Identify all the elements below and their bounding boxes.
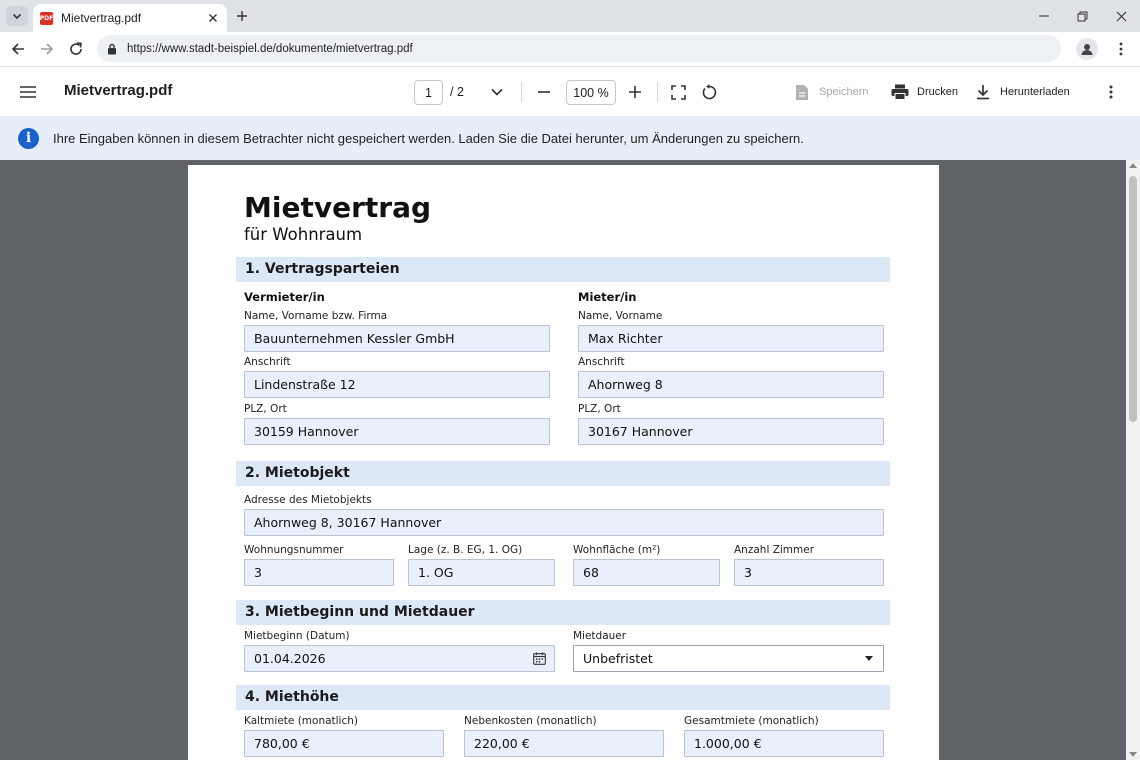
- base-rent-field[interactable]: [244, 730, 444, 757]
- pdf-toolbar: [0, 66, 1140, 116]
- floor-field[interactable]: [408, 559, 555, 586]
- reload-icon: [69, 42, 83, 56]
- property-address-label: Adresse des Mietobjekts: [244, 494, 372, 506]
- start-date-field[interactable]: [244, 645, 555, 672]
- download-button[interactable]: [974, 82, 992, 102]
- save-icon: [795, 84, 809, 101]
- fit-page-button[interactable]: [669, 83, 687, 101]
- user-icon: [1080, 42, 1094, 56]
- toolbar-divider: [521, 82, 522, 102]
- duration-label: Mietdauer: [573, 630, 627, 642]
- printer-icon: [891, 84, 909, 100]
- toolbar-divider: [657, 82, 658, 102]
- page-nav-dropdown[interactable]: [488, 83, 506, 101]
- reload-button[interactable]: [65, 38, 87, 60]
- total-rent-field[interactable]: [684, 730, 884, 757]
- minus-icon: [537, 85, 551, 99]
- back-button[interactable]: [7, 38, 29, 60]
- room-count-label: Anzahl Zimmer: [734, 544, 815, 556]
- minimize-button[interactable]: [1025, 0, 1063, 32]
- arrow-left-icon: [11, 42, 25, 56]
- address-bar[interactable]: [97, 35, 1061, 62]
- print-label: Drucken: [917, 86, 958, 98]
- minimize-icon: [1039, 11, 1049, 21]
- pdf-page: [188, 165, 939, 760]
- landlord-heading: Vermieter/in: [244, 290, 325, 304]
- hamburger-menu-icon: [20, 86, 36, 98]
- document-title: Mietvertrag: [244, 191, 432, 224]
- landlord-address-field[interactable]: [244, 371, 550, 398]
- floor-label: Lage (z. B. EG, 1. OG): [408, 544, 523, 556]
- page-total: / 2: [450, 85, 464, 99]
- unit-number-label: Wohnungsnummer: [244, 544, 344, 556]
- start-date-value: 01.04.2026: [254, 651, 326, 666]
- start-date-label: Mietbeginn (Datum): [244, 630, 350, 642]
- save-button[interactable]: [793, 83, 811, 101]
- tenant-address-value: Ahornweg 8: [588, 377, 663, 392]
- zoom-out-button[interactable]: [535, 83, 553, 101]
- more-options-button[interactable]: [1103, 83, 1119, 101]
- tenant-zip-label: PLZ, Ort: [578, 403, 621, 415]
- landlord-zip-field[interactable]: [244, 418, 550, 445]
- chevron-down-icon: [491, 88, 503, 96]
- pdf-viewer[interactable]: [0, 160, 1140, 760]
- vertical-scrollbar[interactable]: [1126, 160, 1140, 760]
- calendar-button[interactable]: [524, 652, 554, 665]
- tab-search-button[interactable]: [6, 6, 28, 26]
- download-label: Herunterladen: [1000, 86, 1070, 98]
- url-text: https://www.stadt-beispiel.de/dokumente/mietvertrag.pdf: [127, 42, 413, 55]
- living-area-label: Wohnfläche (m²): [573, 544, 661, 556]
- landlord-address-label: Anschrift: [244, 356, 291, 368]
- arrow-right-icon: [40, 42, 54, 56]
- landlord-name-field[interactable]: [244, 325, 550, 352]
- tab-title: Mietvertrag.pdf: [61, 11, 142, 25]
- duration-value: Unbefristet: [583, 651, 653, 666]
- calendar-icon: [533, 652, 546, 665]
- address-toolbar: [0, 32, 1140, 66]
- plus-icon: [236, 10, 248, 22]
- tenant-name-value: Max Richter: [588, 331, 663, 346]
- tenant-heading: Mieter/in: [578, 290, 637, 304]
- forward-button[interactable]: [36, 38, 58, 60]
- landlord-name-value: Bauunternehmen Kessler GmbH: [254, 331, 455, 346]
- section-heading-parties: 1. Vertragsparteien: [236, 257, 890, 282]
- browser-menu-button[interactable]: [1110, 38, 1132, 60]
- zoom-in-button[interactable]: [626, 83, 644, 101]
- pdf-file-icon: PDF: [40, 12, 53, 25]
- more-vertical-icon: [1119, 42, 1123, 56]
- fit-to-page-icon: [671, 85, 686, 100]
- landlord-zip-value: 30159 Hannover: [254, 424, 359, 439]
- tenant-name-field[interactable]: [578, 325, 884, 352]
- tenant-name-label: Name, Vorname: [578, 310, 663, 322]
- save-label: Speichern: [819, 86, 869, 98]
- room-count-value: 3: [744, 565, 752, 580]
- room-count-field[interactable]: [734, 559, 884, 586]
- close-icon: [1116, 11, 1127, 22]
- info-icon: i: [18, 128, 39, 149]
- close-icon: [208, 13, 218, 23]
- new-tab-button[interactable]: [232, 6, 252, 26]
- additional-costs-label: Nebenkosten (monatlich): [464, 715, 597, 727]
- landlord-zip-label: PLZ, Ort: [244, 403, 287, 415]
- property-address-value: Ahornweg 8, 30167 Hannover: [254, 515, 442, 530]
- unit-number-field[interactable]: [244, 559, 394, 586]
- section-heading-rent: 4. Miethöhe: [236, 685, 890, 710]
- info-banner-text: Ihre Eingaben können in diesem Betrachter nicht gespeichert werden. Laden Sie die Datei herunter, um Änderungen zu speichern.: [53, 130, 804, 146]
- dropdown-caret-icon: [865, 656, 873, 661]
- base-rent-value: 780,00 €: [254, 736, 310, 751]
- more-vertical-icon: [1109, 85, 1113, 99]
- lock-icon: [107, 43, 117, 55]
- property-address-field[interactable]: [244, 509, 884, 536]
- page-number-input[interactable]: 1: [414, 80, 443, 105]
- section-heading-property: 2. Mietobjekt: [236, 461, 890, 486]
- landlord-name-label: Name, Vorname bzw. Firma: [244, 310, 388, 322]
- unit-number-value: 3: [254, 565, 262, 580]
- plus-icon: [628, 85, 642, 99]
- document-subtitle: für Wohnraum: [244, 225, 363, 244]
- zoom-level-input[interactable]: 100 %: [566, 80, 616, 105]
- tab-close-button[interactable]: [203, 8, 223, 28]
- tenant-address-label: Anschrift: [578, 356, 625, 368]
- tenant-zip-value: 30167 Hannover: [588, 424, 693, 439]
- restore-icon: [1077, 11, 1088, 22]
- additional-costs-value: 220,00 €: [474, 736, 530, 751]
- pdf-document-title: Mietvertrag.pdf: [64, 82, 173, 99]
- rotate-button[interactable]: [699, 82, 719, 102]
- scroll-down-arrow-icon[interactable]: [1129, 752, 1137, 757]
- print-button[interactable]: [890, 83, 910, 101]
- total-rent-label: Gesamtmiete (monatlich): [684, 715, 819, 727]
- chevron-down-icon: [12, 11, 22, 21]
- profile-button[interactable]: [1076, 38, 1098, 60]
- rotate-icon: [701, 84, 718, 101]
- window-close-button[interactable]: [1102, 0, 1140, 32]
- living-area-field[interactable]: [573, 559, 720, 586]
- total-rent-value: 1.000,00 €: [694, 736, 762, 751]
- living-area-value: 68: [583, 565, 599, 580]
- tenant-zip-field[interactable]: [578, 418, 884, 445]
- additional-costs-field[interactable]: [464, 730, 664, 757]
- info-banner: [0, 116, 1140, 160]
- download-icon: [976, 84, 990, 100]
- section-heading-term: 3. Mietbeginn und Mietdauer: [236, 600, 890, 625]
- tenant-address-field[interactable]: [578, 371, 884, 398]
- base-rent-label: Kaltmiete (monatlich): [244, 715, 359, 727]
- duration-select[interactable]: [573, 645, 884, 672]
- floor-value: 1. OG: [418, 565, 454, 580]
- landlord-address-value: Lindenstraße 12: [254, 377, 356, 392]
- scroll-up-arrow-icon[interactable]: [1129, 163, 1137, 168]
- scrollbar-thumb[interactable]: [1129, 176, 1137, 422]
- sidebar-menu-button[interactable]: [18, 82, 38, 102]
- browser-tab[interactable]: [33, 4, 227, 32]
- restore-button[interactable]: [1063, 0, 1101, 32]
- tab-strip: [0, 0, 1140, 32]
